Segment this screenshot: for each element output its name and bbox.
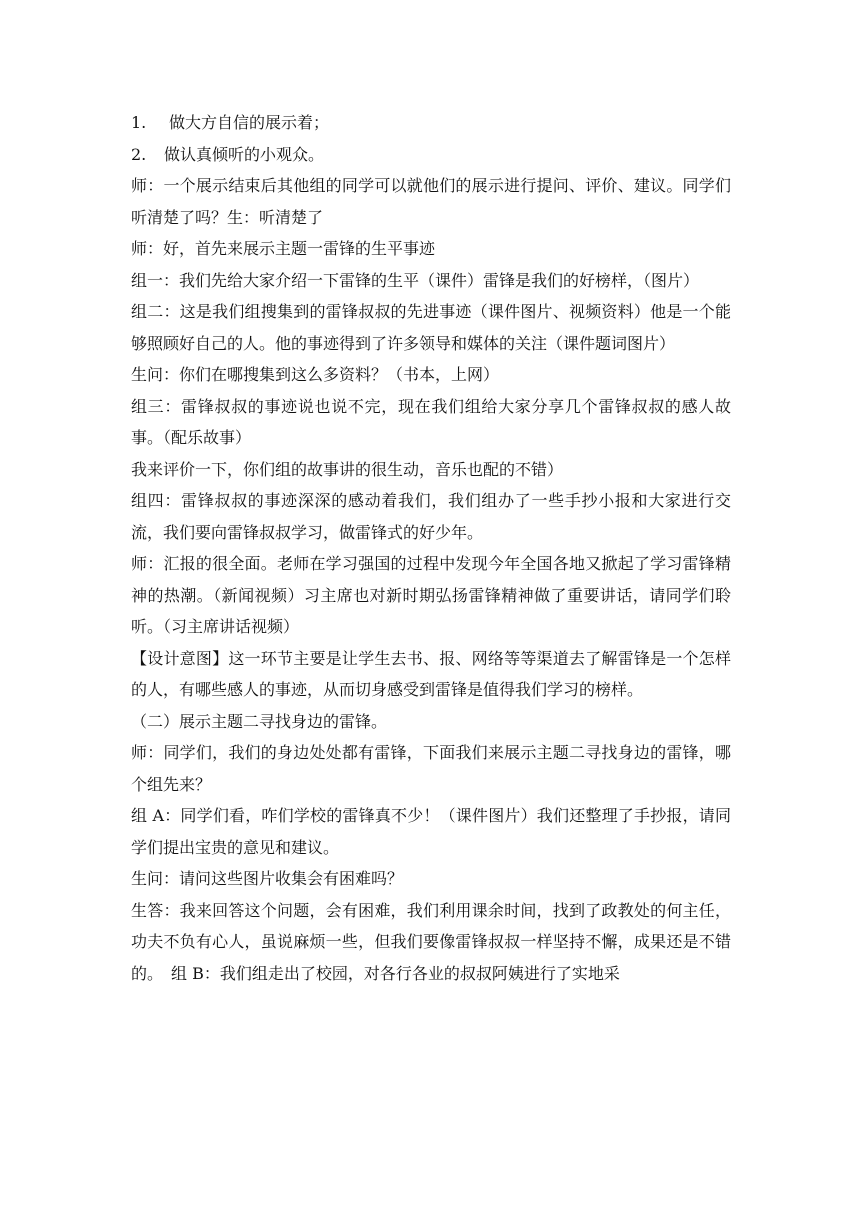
list-item	[131, 107, 731, 139]
paragraph: 组四：雷锋叔叔的事迹深深的感动着我们，我们组办了一些手抄小报和大家进行交流，我们要向雷锋叔叔学习，做雷锋式的好少年。	[131, 491, 731, 542]
paragraph: 我来评价一下，你们组的故事讲的很生动，音乐也配的不错）	[131, 459, 564, 479]
list-text: 做认真倾听的小观众。	[164, 144, 325, 164]
paragraph: 生问：你们在哪搜集到这么多资料？（书本，上网）	[131, 365, 500, 384]
list-item	[131, 139, 731, 171]
paragraph: 组二：这是我们组搜集到的雷锋叔叔的先进事迹（课件图片、视频资料）他是一个能够照顾好自己的人。他的事迹得到了许多领导和媒体的关注（课件题词图片）	[131, 302, 731, 353]
design-intent-paragraph: 【设计意图】这一环节主要是让学生去书、报、网络等等渠道去了解雷锋是一个怎样的人，有哪些感人的事迹，从而切身感受到雷锋是值得我们学习的榜样。	[131, 648, 731, 699]
paragraph: 组三：雷锋叔叔的事迹说也说不完，现在我们组给大家分享几个雷锋叔叔的感人故事。（配乐故事）	[131, 396, 731, 447]
list-number: 2.	[131, 144, 147, 164]
paragraph: 组一：我们先给大家介绍一下雷锋的生平（课件）雷锋是我们的好榜样，（图片）	[131, 270, 700, 290]
paragraph: 师：好，首先来展示主题一雷锋的生平事迹	[131, 239, 436, 258]
document-body	[131, 107, 731, 989]
paragraph: 师：汇报的很全面。老师在学习强国的过程中发现今年全国各地又掀起了学习雷锋精神的热潮。（新闻视频）习主席也对新时期弘扬雷锋精神做了重要讲话，请同学们聆听。（习主席讲话视频）	[131, 554, 731, 636]
paragraph: 师：同学们，我们的身边处处都有雷锋，下面我们来展示主题二寻找身边的雷锋，哪个组先来？	[131, 743, 731, 794]
paragraph: 组 A：同学们看，咋们学校的雷锋真不少！（课件图片）我们还整理了手抄报，请同学们提出宝贵的意见和建议。	[131, 806, 731, 857]
list-text: 做大方自信的展示着；	[169, 113, 330, 132]
paragraph: 生答：我来回答这个问题，会有困难，我们利用课余时间，找到了政教处的何主任，功夫不负有心人，虽说麻烦一些，但我们要像雷锋叔叔一样坚持不懈，成果还是不错的。 组 B：我们组走出了校园，对各行各业的叔叔阿姨进行了实地采	[131, 900, 731, 983]
list-number: 1.	[131, 113, 147, 132]
paragraph: 师：一个展示结束后其他组的同学可以就他们的展示进行提问、评价、建议。同学们听清楚了吗？生：听清楚了	[131, 176, 731, 227]
section-heading: （二）展示主题二寻找身边的雷锋。	[131, 711, 388, 731]
paragraph: 生问：请问这些图片收集会有困难吗？	[131, 869, 404, 888]
